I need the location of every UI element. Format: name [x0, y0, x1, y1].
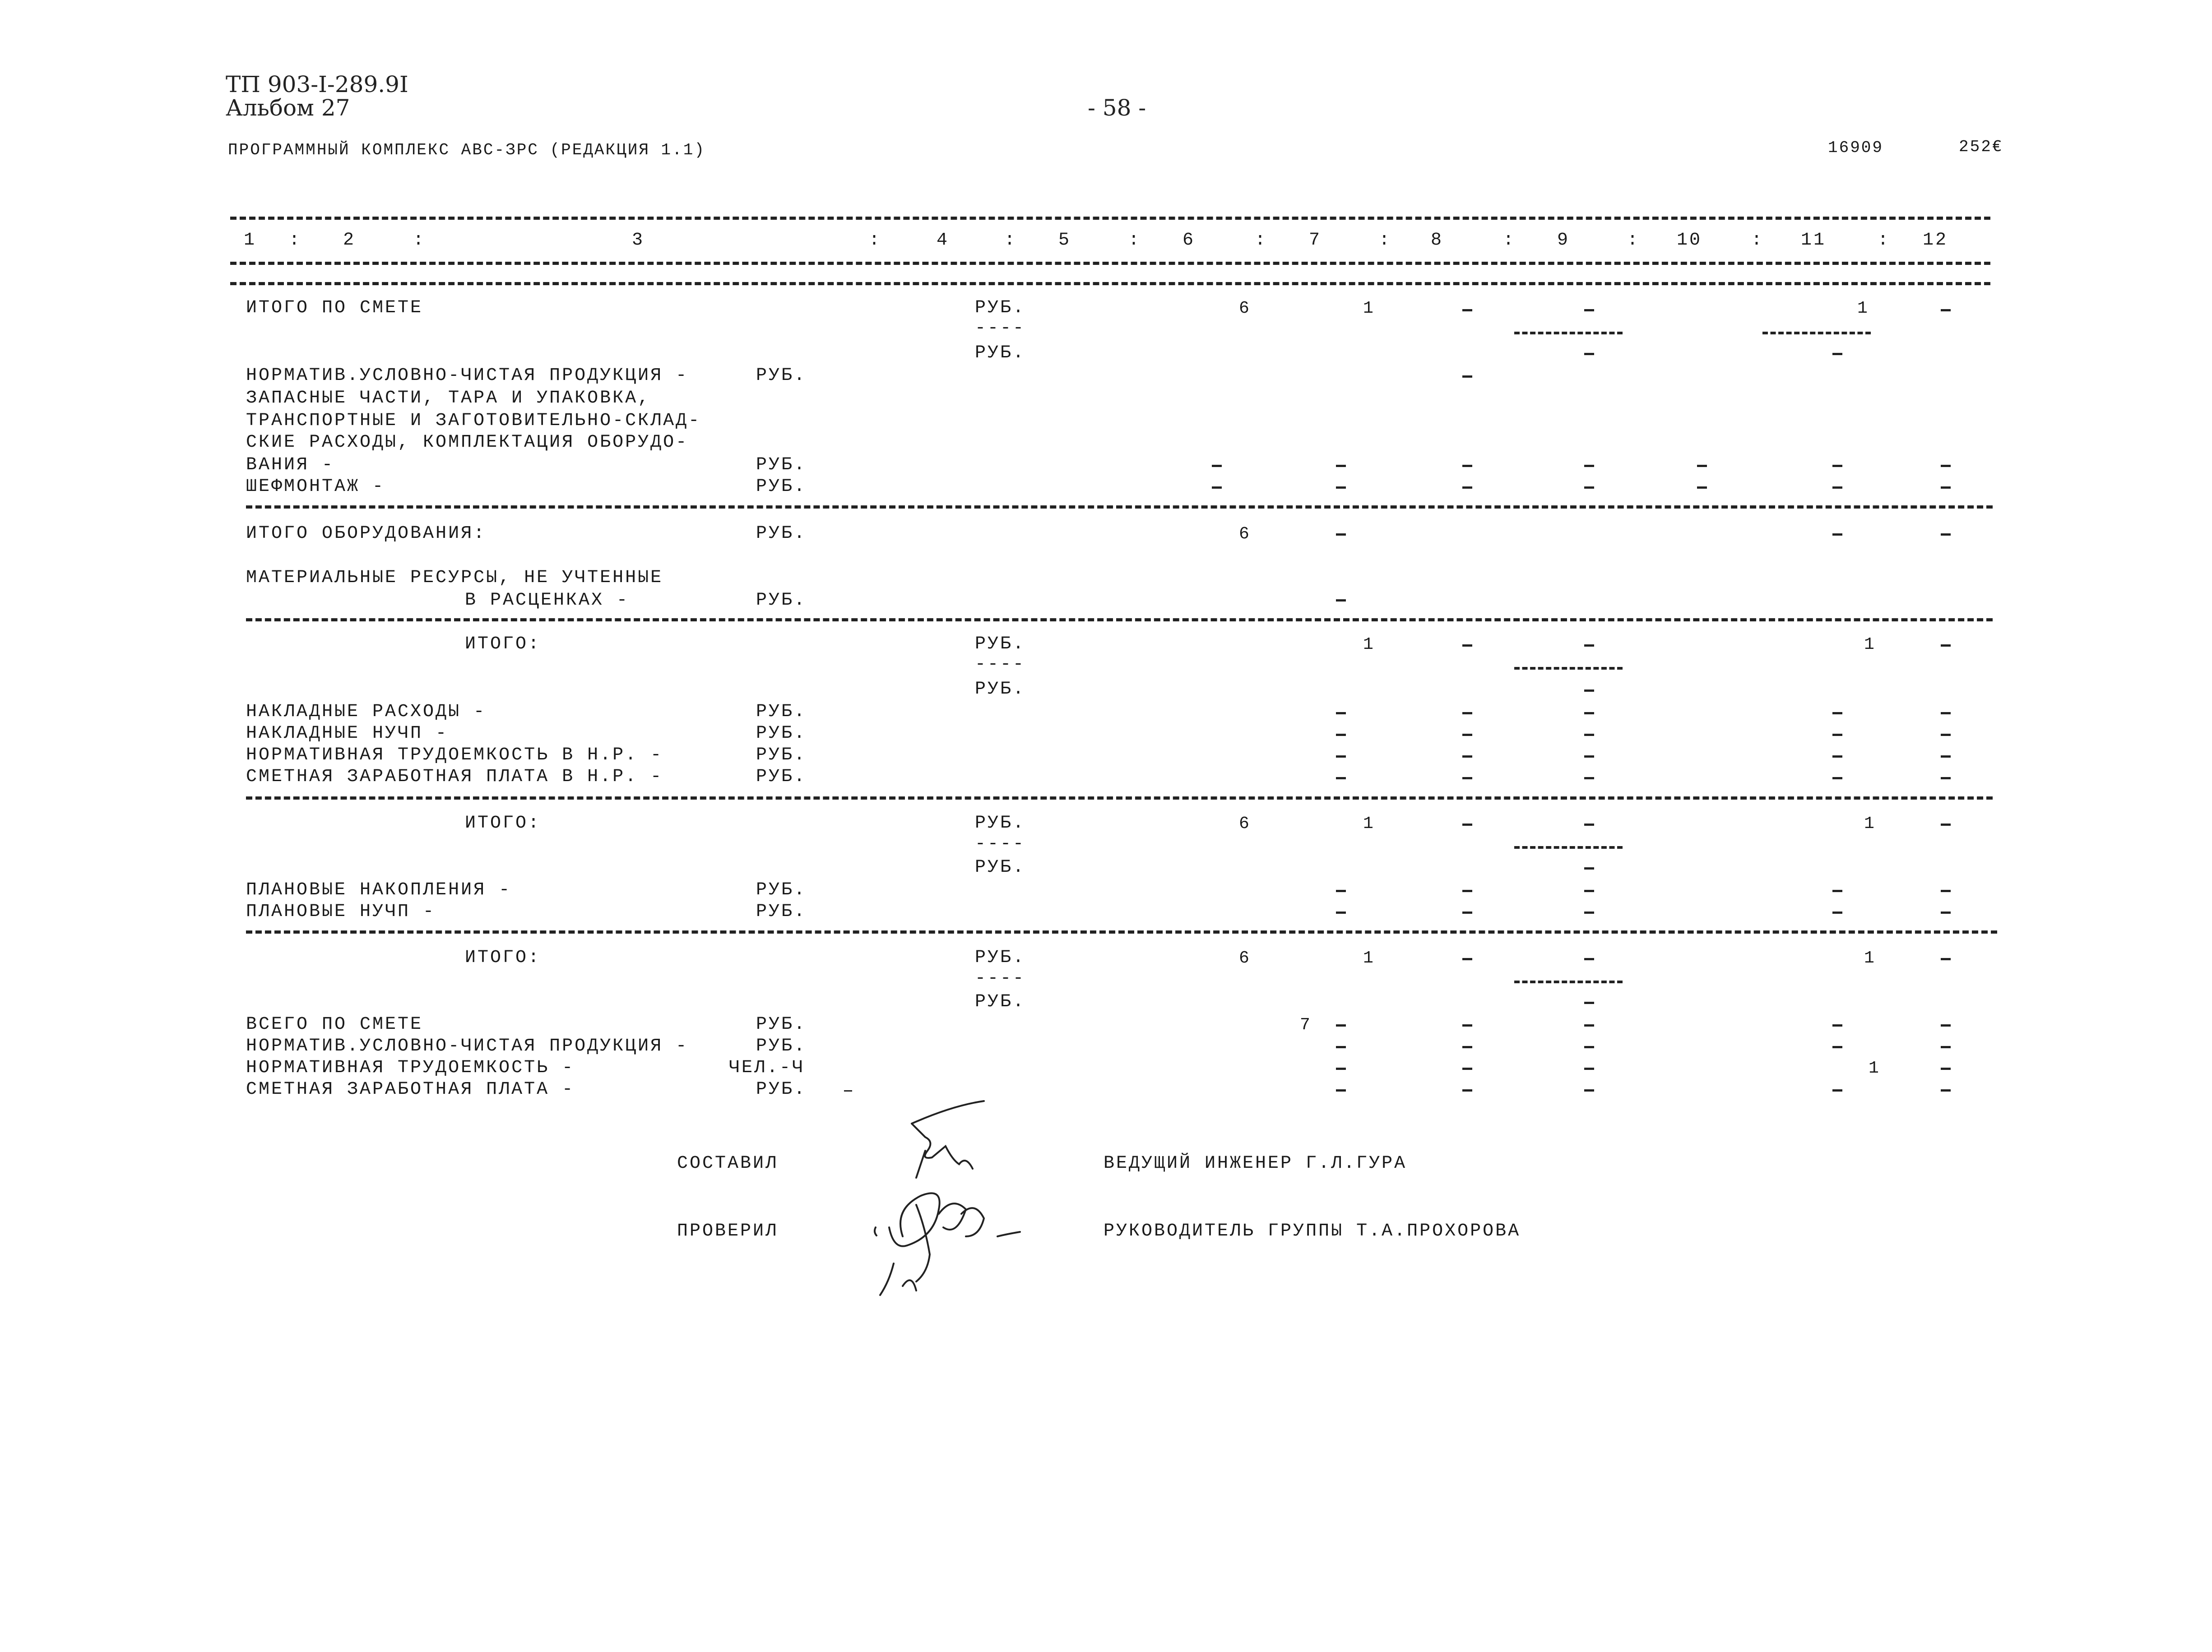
cell-dash: [1584, 890, 1594, 892]
cell-dash: [1832, 912, 1842, 914]
unit-label: РУБ.: [756, 880, 807, 900]
cell-dash: [1462, 1024, 1472, 1027]
cell-dash: [1336, 599, 1346, 602]
row-zapchasti-4: ВАНИЯ -: [246, 455, 335, 475]
unit-label: РУБ.: [756, 702, 807, 722]
col-sep: :: [1379, 230, 1392, 250]
stray-mark: [844, 1090, 852, 1092]
sostavil-label: СОСТАВИЛ: [677, 1153, 779, 1174]
cell-value: 1: [1864, 635, 1874, 654]
cell-dash: [1941, 890, 1951, 892]
col-sep: :: [869, 230, 882, 250]
cell-dash: [1336, 1089, 1346, 1092]
unit-label: ЧЕЛ.-Ч: [729, 1058, 805, 1078]
section-rule: [246, 930, 1997, 934]
cell-dash: [1584, 824, 1594, 826]
unit-label: РУБ.: [975, 813, 1026, 833]
unit-label: РУБ.: [756, 477, 807, 497]
col-sep: :: [1128, 230, 1141, 250]
cell-dash: [1832, 890, 1842, 892]
col-header: 5: [1058, 230, 1071, 250]
cell-dash: [1462, 644, 1472, 647]
cell-dash: [1336, 533, 1346, 536]
cell-dash: [1832, 533, 1842, 536]
cell-dash: [1584, 867, 1594, 870]
cell-dash: [1697, 465, 1707, 467]
unit-label: РУБ.: [975, 298, 1026, 318]
col-sep: :: [1503, 230, 1516, 250]
col-header: 8: [1431, 230, 1444, 250]
cell-dash: [1832, 465, 1842, 467]
cell-value: 1: [1857, 299, 1868, 318]
row-planovye-nakopleniya: ПЛАНОВЫЕ НАКОПЛЕНИЯ -: [246, 880, 512, 900]
cell-dash: [1832, 734, 1842, 736]
cell-dash: [1212, 486, 1222, 489]
unit-label: РУБ.: [756, 523, 807, 544]
col-header: 7: [1309, 230, 1322, 250]
unit-label: РУБ.: [756, 902, 807, 922]
row-itogo: ИТОГО:: [465, 634, 541, 654]
cell-dash: [1336, 465, 1346, 467]
unit-label: РУБ.: [756, 1036, 807, 1056]
cell-dash: [1584, 1068, 1594, 1070]
row-materialnye-2: В РАСЦЕНКАХ -: [465, 590, 630, 611]
cell-dash: [1584, 958, 1594, 960]
cell-dash: [1462, 1068, 1472, 1070]
cell-dash: [1584, 1002, 1594, 1004]
cell-dash: [1941, 912, 1951, 914]
row-norm-uchp: НОРМАТИВ.УСЛОВНО-ЧИСТАЯ ПРОДУКЦИЯ -: [246, 366, 689, 386]
row-shefmontazh: ШЕФМОНТАЖ -: [246, 477, 385, 497]
row-itogo-oborudovaniya: ИТОГО ОБОРУДОВАНИЯ:: [246, 523, 487, 544]
cell-dash: [1832, 1024, 1842, 1027]
proveril-label: ПРОВЕРИЛ: [677, 1221, 779, 1241]
cell-dash: [1336, 777, 1346, 779]
cell-dash: [1584, 309, 1594, 311]
row-nakladnye-nuchp: НАКЛАДНЫЕ НУЧП -: [246, 723, 449, 744]
cell-dash: [1462, 755, 1472, 758]
col-sep: :: [1255, 230, 1268, 250]
section-rule: [246, 796, 1993, 800]
col-header: 1: [244, 230, 257, 250]
cell-dash: [1584, 1024, 1594, 1027]
row-itogo-smeta: ИТОГО ПО СМЕТЕ: [246, 298, 423, 318]
cell-dash: [1462, 1046, 1472, 1048]
cell-dash: [1584, 755, 1594, 758]
row-itogo: ИТОГО:: [465, 813, 541, 833]
col-header: 9: [1557, 230, 1570, 250]
row-zapchasti-3: СКИЕ РАСХОДЫ, КОМПЛЕКТАЦИЯ ОБОРУДО-: [246, 432, 689, 453]
handwritten-signature-icon: [849, 1092, 1101, 1327]
cell-dash: [1462, 465, 1472, 467]
col-sep: :: [413, 230, 426, 250]
col-header: 4: [937, 230, 950, 250]
proveril-name: РУКОВОДИТЕЛЬ ГРУППЫ Т.А.ПРОХОРОВА: [1104, 1221, 1521, 1241]
unit-dash: ----: [975, 654, 1026, 675]
unit-label: РУБ.: [975, 857, 1026, 878]
cell-dash: [1584, 712, 1594, 714]
cell-dash: [1941, 734, 1951, 736]
sheet-code: 16909: [1828, 139, 1884, 157]
cell-dash: [1336, 890, 1346, 892]
row-zapchasti-2: ТРАНСПОРТНЫЕ И ЗАГОТОВИТЕЛЬНО-СКЛАД-: [246, 411, 701, 431]
col-sep: :: [1878, 230, 1891, 250]
col-header: 11: [1801, 230, 1827, 250]
sostavil-name: ВЕДУЩИЙ ИНЖЕНЕР Г.Л.ГУРА: [1104, 1153, 1407, 1174]
cell-dash: [1941, 755, 1951, 758]
cell-value: 6: [1239, 524, 1249, 544]
cell-dash: [1584, 465, 1594, 467]
cell-dash: [1941, 533, 1951, 536]
cell-dash: [1941, 1046, 1951, 1048]
col-sep: :: [289, 230, 302, 250]
cell-value: 1: [1363, 635, 1373, 654]
unit-label: РУБ.: [975, 634, 1026, 654]
unit-label: РУБ.: [756, 745, 807, 765]
unit-label: РУБ.: [756, 366, 807, 386]
cell-dash: [1462, 712, 1472, 714]
cell-dash: [1941, 1068, 1951, 1070]
cell-dash: [1941, 486, 1951, 489]
cell-dash: [1462, 309, 1472, 311]
cell-dash: [1584, 486, 1594, 489]
cell-dash: [1941, 777, 1951, 779]
unit-label: РУБ.: [756, 455, 807, 475]
cell-dash: [1832, 353, 1842, 355]
cell-dash: [1462, 912, 1472, 914]
cell-dash: [1941, 712, 1951, 714]
cell-dash: [1336, 755, 1346, 758]
cell-dash: [1336, 912, 1346, 914]
row-itogo: ИТОГО:: [465, 948, 541, 968]
cell-dash: [1941, 465, 1951, 467]
cell-dash: [1832, 486, 1842, 489]
cell-dash: [1336, 1024, 1346, 1027]
col-header: 12: [1923, 230, 1948, 250]
cell-dash: [1832, 777, 1842, 779]
cell-dash: [1462, 486, 1472, 489]
row-norm-trudoemkost: НОРМАТИВНАЯ ТРУДОЕМКОСТЬ -: [246, 1058, 575, 1078]
header-rule: [230, 262, 1990, 265]
cell-dash: [1697, 486, 1707, 489]
cell-dash: [1462, 824, 1472, 826]
cell-dash: [1941, 1089, 1951, 1092]
cell-dash: [1336, 712, 1346, 714]
row-norm-trud-nr: НОРМАТИВНАЯ ТРУДОЕМКОСТЬ В Н.Р. -: [246, 745, 663, 765]
cell-dash: [1462, 890, 1472, 892]
unit-label: РУБ.: [756, 1079, 807, 1100]
cell-dash: [1462, 734, 1472, 736]
row-smet-zp: СМЕТНАЯ ЗАРАБОТНАЯ ПЛАТА -: [246, 1079, 575, 1100]
cell-dash: [1336, 1046, 1346, 1048]
unit-dash: ----: [975, 318, 1026, 338]
row-smet-zp-nr: СМЕТНАЯ ЗАРАБОТНАЯ ПЛАТА В Н.Р. -: [246, 767, 663, 787]
cell-dash: [1336, 486, 1346, 489]
cell-dash: [1941, 309, 1951, 311]
document-code: ТП 903-I-289.9I: [226, 71, 408, 97]
cell-value: 6: [1239, 814, 1249, 833]
cell-value: 1: [1363, 949, 1373, 968]
col-header: 6: [1183, 230, 1196, 250]
col-header: 3: [632, 230, 645, 250]
col-header: 10: [1677, 230, 1702, 250]
cell-dash: [1832, 712, 1842, 714]
row-materialnye-1: МАТЕРИАЛЬНЫЕ РЕСУРСЫ, НЕ УЧТЕННЫЕ: [246, 568, 663, 588]
col-sep: :: [1004, 230, 1017, 250]
cell-dash: [1462, 958, 1472, 960]
cell-dash: [1462, 777, 1472, 779]
unit-label: РУБ.: [756, 1014, 807, 1035]
header-rule-2: [230, 282, 1990, 285]
cell-dash: [1941, 958, 1951, 960]
cell-value: 1: [1869, 1059, 1879, 1078]
unit-dash: ----: [975, 834, 1026, 854]
unit-label: РУБ.: [975, 679, 1026, 699]
cell-dash: [1212, 465, 1222, 467]
sheet-number: 252€: [1959, 138, 2003, 156]
cell-value: 1: [1363, 299, 1373, 318]
subtotal-rule: [1514, 846, 1623, 849]
cell-dash: [1941, 1024, 1951, 1027]
row-zapchasti-1: ЗАПАСНЫЕ ЧАСТИ, ТАРА И УПАКОВКА,: [246, 388, 651, 408]
unit-label: РУБ.: [975, 948, 1026, 968]
col-header: 2: [343, 230, 356, 250]
cell-dash: [1584, 1089, 1594, 1092]
section-rule: [246, 505, 1993, 509]
subtotal-rule: [1514, 981, 1623, 983]
cell-value: 6: [1239, 299, 1249, 318]
cell-dash: [1941, 824, 1951, 826]
unit-label: РУБ.: [975, 992, 1026, 1012]
cell-dash: [1584, 777, 1594, 779]
subtotal-rule: [1514, 332, 1623, 334]
cell-dash: [1584, 689, 1594, 692]
cell-dash: [1832, 755, 1842, 758]
cell-dash: [1462, 375, 1472, 378]
album-number: Альбом 27: [226, 95, 350, 121]
section-rule: [246, 618, 1993, 621]
row-norm-uchp-2: НОРМАТИВ.УСЛОВНО-ЧИСТАЯ ПРОДУКЦИЯ -: [246, 1036, 689, 1056]
cell-value: 1: [1864, 814, 1874, 833]
cell-value: 7: [1300, 1015, 1310, 1035]
program-title: ПРОГРАММНЫЙ КОМПЛЕКС АВС-ЗРС (РЕДАКЦИЯ 1.1): [228, 141, 705, 159]
cell-value: 1: [1864, 949, 1874, 968]
row-vsego-po-smete: ВСЕГО ПО СМЕТЕ: [246, 1014, 423, 1035]
subtotal-rule: [1762, 332, 1871, 334]
cell-value: 6: [1239, 949, 1249, 968]
cell-dash: [1336, 734, 1346, 736]
cell-dash: [1584, 353, 1594, 355]
cell-dash: [1584, 1046, 1594, 1048]
col-sep: :: [1751, 230, 1764, 250]
row-planovye-nuchp: ПЛАНОВЫЕ НУЧП -: [246, 902, 436, 922]
unit-dash: ----: [975, 968, 1026, 989]
cell-dash: [1584, 912, 1594, 914]
unit-label: РУБ.: [756, 590, 807, 611]
subtotal-rule: [1514, 667, 1623, 670]
cell-dash: [1584, 644, 1594, 647]
cell-dash: [1462, 1089, 1472, 1092]
unit-label: РУБ.: [756, 767, 807, 787]
page-number: - 58 -: [1088, 95, 1146, 121]
cell-dash: [1336, 1068, 1346, 1070]
row-nakladnye: НАКЛАДНЫЕ РАСХОДЫ -: [246, 702, 487, 722]
cell-dash: [1584, 734, 1594, 736]
unit-label: РУБ.: [756, 723, 807, 744]
cell-dash: [1832, 1089, 1842, 1092]
unit-label: РУБ.: [975, 343, 1026, 363]
cell-dash: [1941, 644, 1951, 647]
col-sep: :: [1627, 230, 1640, 250]
cell-value: 1: [1363, 814, 1373, 833]
cell-dash: [1832, 1046, 1842, 1048]
table-top-rule: [230, 217, 1990, 220]
